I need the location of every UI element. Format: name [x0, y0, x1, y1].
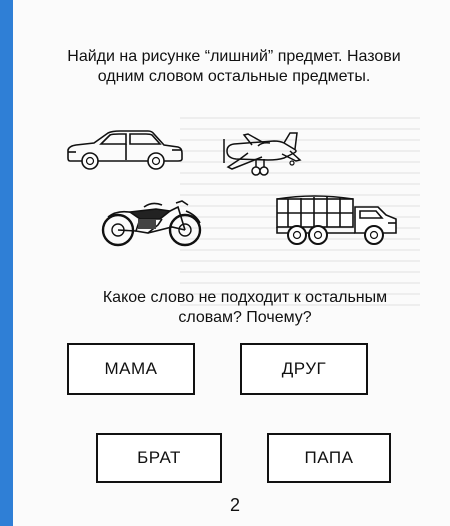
blue-edge-bar — [0, 0, 13, 526]
word-box-drug[interactable]: ДРУГ — [240, 343, 368, 395]
question-text: Какое слово не подходит к остальным словам? Почему? — [102, 289, 388, 326]
word-box-brat[interactable]: БРАТ — [96, 433, 222, 483]
airplane-icon[interactable] — [218, 131, 306, 181]
instruction-text: Найди на рисунке “лишний” предмет. Назови одним словом остальные предметы. — [67, 48, 401, 85]
word-box-papa[interactable]: ПАПА — [267, 433, 391, 483]
car-icon[interactable] — [64, 128, 186, 172]
word-box-mama[interactable]: МАМА — [67, 343, 195, 395]
truck-icon[interactable] — [274, 193, 400, 249]
page-number: 2 — [229, 495, 240, 515]
motorcycle-icon[interactable] — [100, 197, 206, 249]
